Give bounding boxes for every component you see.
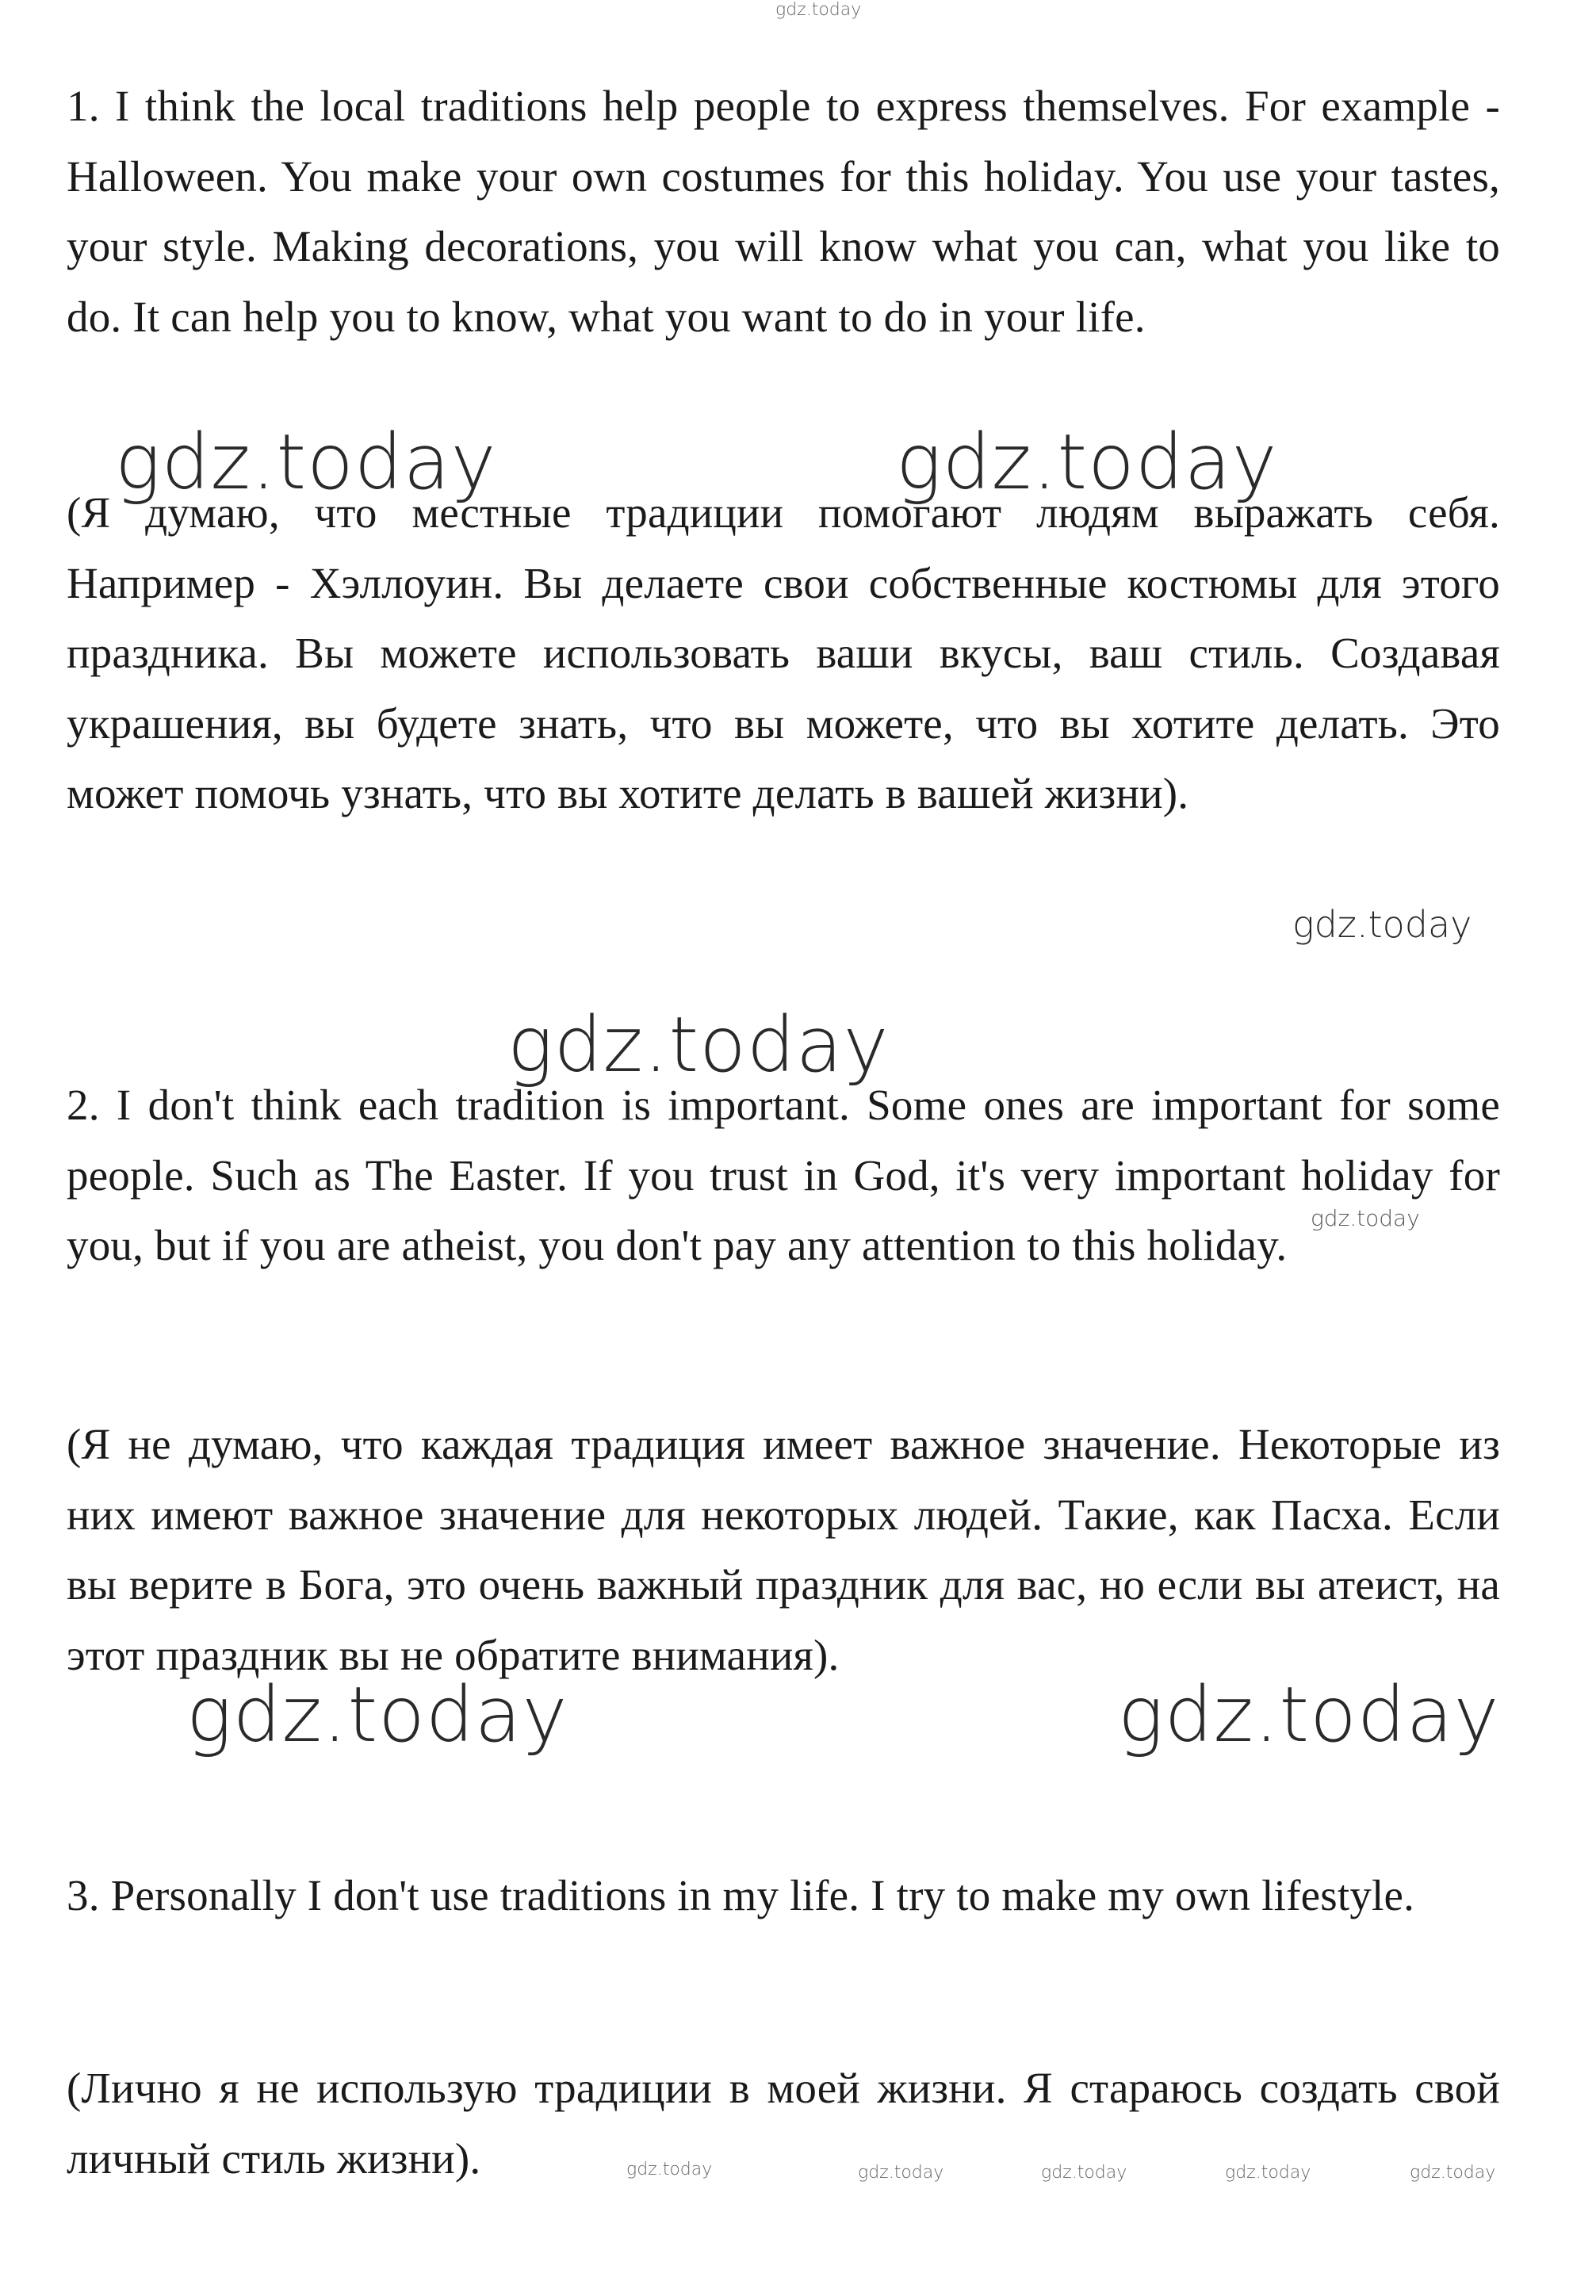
section-3-russian: (Лично я не использую традиции в моей жизни. Я стараюсь создать свой личный стиль жизни).	[67, 2064, 1500, 2183]
section-2-russian: (Я не думаю, что каждая традиция имеет важное значение. Некоторые из них имеют важное значение для некоторых людей. Такие, как Пасха. Если вы верите в Бога, это очень важный праздник для вас, но если вы атеист, на этот праздник вы не обратите внимания).	[67, 1420, 1500, 1679]
watermark-large-2: gdz.today	[896, 418, 1278, 507]
watermark-large-5: gdz.today	[1118, 1670, 1500, 1759]
watermark-large-4: gdz.today	[186, 1670, 568, 1759]
watermark-bottom-2: gdz.today	[858, 2163, 944, 2183]
watermark-medium-1: gdz.today	[1292, 903, 1472, 946]
section-3-english: 3. Personally I don't use traditions in my life. I try to make my own lifestyle.	[67, 1871, 1415, 1919]
section-1-russian: (Я думаю, что местные традиции помогают людям выражать себя. Например - Хэллоуин. Вы делаете свои собственные костюмы для этого праздника. Вы можете использовать ваши вкусы, ваш стиль. Создавая украшения, вы будете знать, что вы можете, что вы хотите делать. Это может помочь узнать, что вы хотите делать в вашей жизни).	[67, 488, 1500, 817]
watermark-small-1: gdz.today	[1311, 1205, 1420, 1231]
watermark-bottom-4: gdz.today	[1225, 2163, 1311, 2183]
watermark-top: gdz.today	[775, 0, 862, 20]
watermark-large-3: gdz.today	[507, 1001, 890, 1089]
section-2-english: 2. I don't think each tradition is important. Some ones are important for some people. Such as The Easter. If you trust in God, it's very important holiday for you, but if you are atheist, you don't pay any attention to this holiday.	[67, 1081, 1500, 1269]
watermark-bottom-5: gdz.today	[1410, 2163, 1496, 2183]
section-1-english: 1. I think the local traditions help people to express themselves. For example - Halloween. You make your own costumes for this holiday. You use your tastes, your style. Making decorations, you will know what you can, what you like to do. It can help you to know, what you want to do in your life.	[67, 82, 1500, 341]
watermark-bottom-3: gdz.today	[1041, 2163, 1127, 2183]
watermark-bottom-1: gdz.today	[626, 2160, 713, 2179]
watermark-large-1: gdz.today	[115, 418, 497, 507]
